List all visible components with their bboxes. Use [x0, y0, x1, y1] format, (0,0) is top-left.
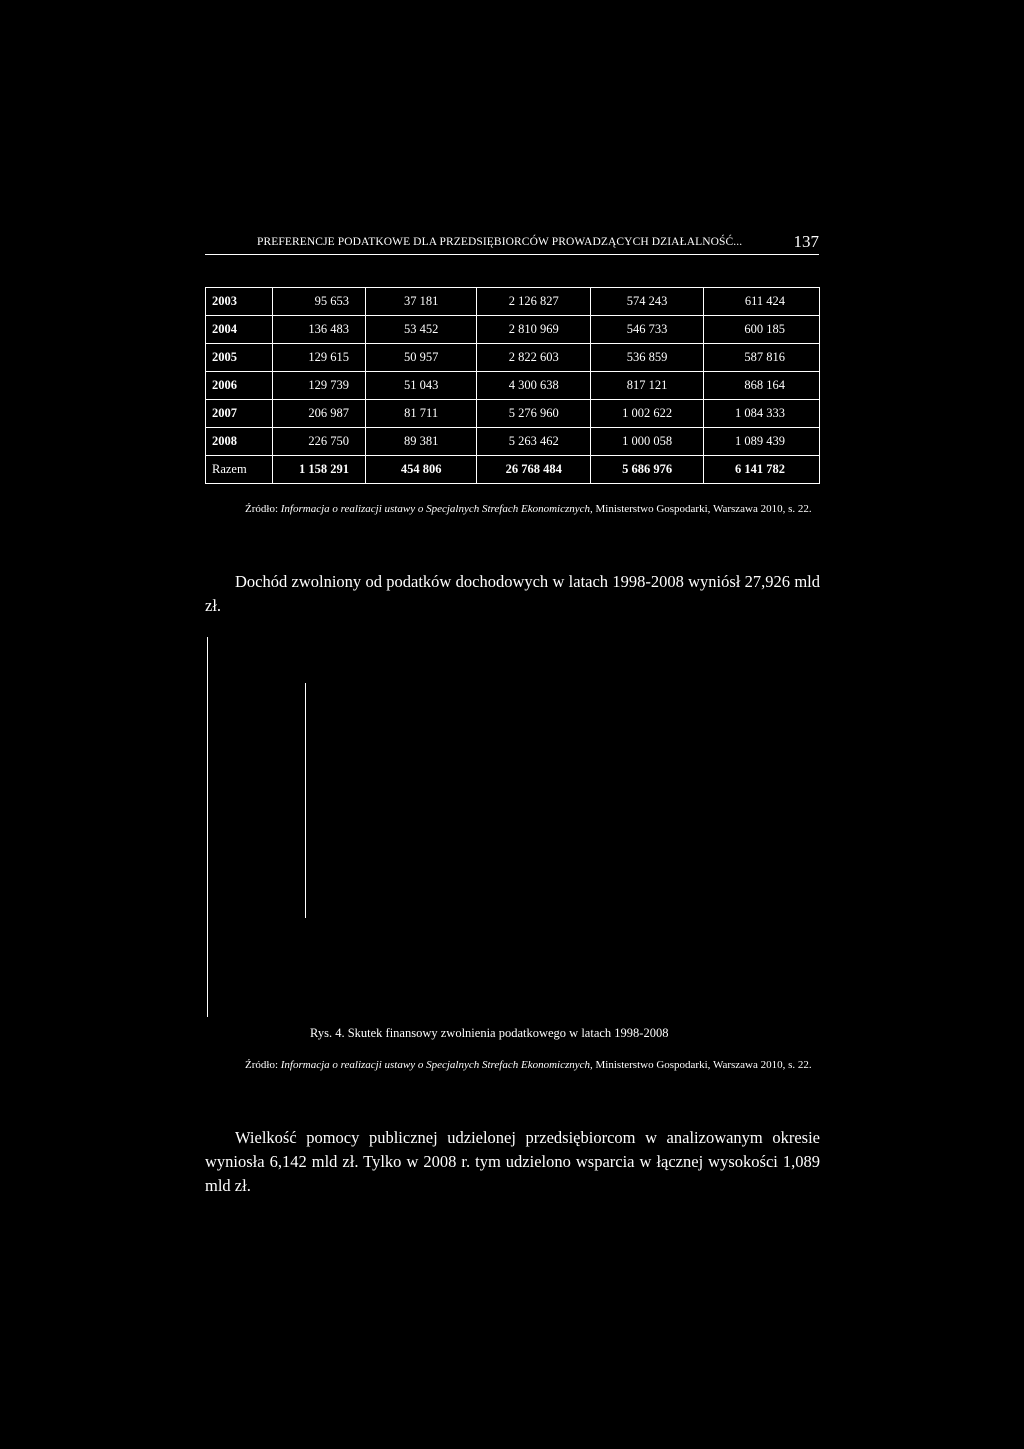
table-row: [206, 400, 820, 428]
table-cell: 2 810 969: [477, 316, 591, 344]
running-header: [205, 234, 819, 255]
paragraph-income-exempt: Dochód zwolniony od podatków dochodowych w latach 1998-2008 wyniósł 27,926 mld zł.: [205, 572, 820, 615]
table-row: [206, 344, 820, 372]
table-cell-year: 2007: [206, 400, 273, 428]
source-prefix: Źródło:: [245, 503, 281, 515]
table-cell-year: 2008: [206, 428, 273, 456]
table-cell: 611 424: [704, 288, 820, 316]
table-total-row: [206, 456, 820, 484]
table-row: [206, 428, 820, 456]
table-cell: 226 750: [273, 428, 366, 456]
table-cell: 5 686 976: [591, 456, 704, 484]
table-cell: 129 615: [273, 344, 366, 372]
table-cell-total-label: Razem: [206, 456, 273, 484]
table-cell: 587 816: [704, 344, 820, 372]
figure-frame-line: [207, 637, 208, 1017]
table-cell-year: 2005: [206, 344, 273, 372]
table-cell: 868 164: [704, 372, 820, 400]
table-cell: 89 381: [366, 428, 477, 456]
table-cell: 129 739: [273, 372, 366, 400]
table-cell: 6 141 782: [704, 456, 820, 484]
table-row: [206, 372, 820, 400]
table-cell: 26 768 484: [477, 456, 591, 484]
table-row: [206, 288, 820, 316]
table-cell: 817 121: [591, 372, 704, 400]
figure-source-note: [205, 1056, 820, 1074]
table-cell: 546 733: [591, 316, 704, 344]
table-cell: 95 653: [273, 288, 366, 316]
table-source-note: [205, 500, 820, 518]
data-table: [205, 287, 820, 484]
source-prefix: Źródło:: [245, 1059, 281, 1071]
table-cell: 574 243: [591, 288, 704, 316]
page-number: 137: [793, 232, 819, 251]
table-cell: 136 483: [273, 316, 366, 344]
table-cell: 1 002 622: [591, 400, 704, 428]
table-cell: 51 043: [366, 372, 477, 400]
table-cell: 454 806: [366, 456, 477, 484]
table-cell: 1 000 058: [591, 428, 704, 456]
table-cell-year: 2003: [206, 288, 273, 316]
table-cell: 5 263 462: [477, 428, 591, 456]
source-suffix: Ministerstwo Gospodarki, Warszawa 2010, s. 22.: [592, 1059, 812, 1071]
table-cell: 2 822 603: [477, 344, 591, 372]
table-cell: 53 452: [366, 316, 477, 344]
table-cell: 81 711: [366, 400, 477, 428]
table-cell: 206 987: [273, 400, 366, 428]
running-header-title: PREFERENCJE PODATKOWE DLA PRZEDSIĘBIORCÓW PROWADZĄCYCH DZIAŁALNOŚĆ...: [257, 236, 743, 248]
table-row: [206, 316, 820, 344]
table-cell: 37 181: [366, 288, 477, 316]
table-cell: 1 158 291: [273, 456, 366, 484]
figure-caption: Rys. 4. Skutek finansowy zwolnienia podatkowego w latach 1998-2008: [310, 1026, 669, 1040]
table-cell: 1 089 439: [704, 428, 820, 456]
table-cell: 536 859: [591, 344, 704, 372]
table-cell-year: 2006: [206, 372, 273, 400]
table-cell: 1 084 333: [704, 400, 820, 428]
table-cell-year: 2004: [206, 316, 273, 344]
source-suffix: Ministerstwo Gospodarki, Warszawa 2010, s. 22.: [592, 503, 812, 515]
table-cell: 600 185: [704, 316, 820, 344]
source-title: Informacja o realizacji ustawy o Specjalnych Strefach Ekonomicznych,: [280, 1059, 593, 1071]
paragraph-public-aid: Wielkość pomocy publicznej udzielonej przedsiębiorcom w analizowanym okresie wyniosła 6,142 mld zł. Tylko w 2008 r. tym udzielono wsparcia w łącznej wysokości 1,089 mld zł.: [205, 1128, 820, 1195]
table-cell: 2 126 827: [477, 288, 591, 316]
table-cell: 50 957: [366, 344, 477, 372]
source-title: Informacja o realizacji ustawy o Specjalnych Strefach Ekonomicznych,: [280, 503, 593, 515]
figure-axis-line: [305, 683, 306, 918]
table-cell: 4 300 638: [477, 372, 591, 400]
table-cell: 5 276 960: [477, 400, 591, 428]
